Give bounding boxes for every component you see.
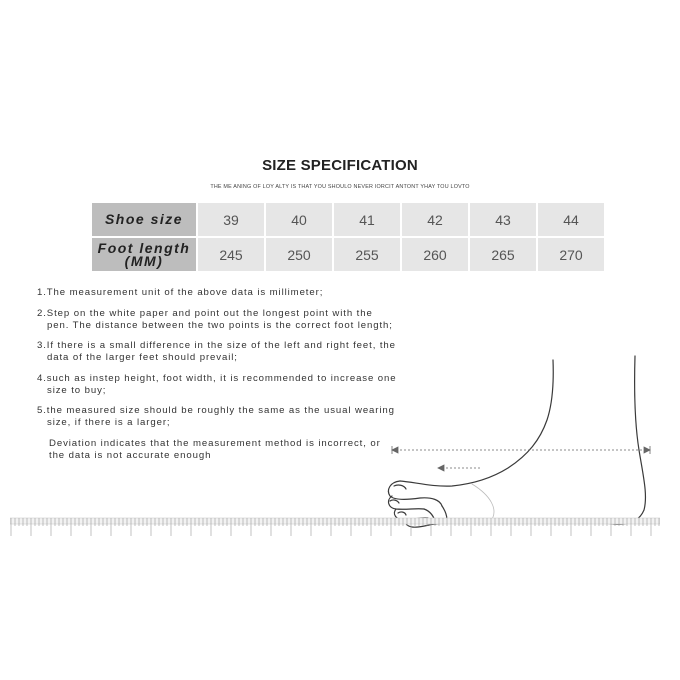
note-2: 2.Step on the white paper and point out the longest point with the pen. The distance between the two points is the correct foot length;	[37, 307, 393, 331]
shoe-size-cell: 42	[402, 203, 468, 236]
foot-length-cell: 250	[266, 238, 332, 271]
foot-outline-icon	[380, 350, 670, 535]
size-table	[90, 201, 606, 273]
ruler-icon	[10, 516, 660, 538]
note-4: 4.such as instep height, foot width, it is recommended to increase one size to buy;	[37, 372, 397, 396]
foot-length-cell: 245	[198, 238, 264, 271]
note-5: 5.the measured size should be roughly the same as the usual wearing size, if there is a larger;	[37, 405, 395, 428]
shoe-size-cell: 39	[198, 203, 264, 236]
note-3: 3.If there is a small difference in the size of the left and right feet, the data of the larger feet should prevail;	[37, 340, 396, 363]
measurement-notes	[37, 287, 397, 470]
shoe-size-cell: 43	[470, 203, 536, 236]
shoe-size-cell: 44	[538, 203, 604, 236]
shoe-size-cell: 40	[266, 203, 332, 236]
foot-length-header	[92, 238, 196, 271]
foot-length-cell: 270	[538, 238, 604, 271]
page-subtitle: THE ME ANING OF LOY ALTY IS THAT YOU SHOULO NEVER IORCIT ANTONT YHAY TOU LOVTO	[210, 184, 470, 190]
shoe-size-row	[92, 203, 604, 236]
foot-length-cell: 255	[334, 238, 400, 271]
foot-length-cell: 265	[470, 238, 536, 271]
note-1: 1.The measurement unit of the above data is millimeter;	[37, 287, 324, 298]
foot-length-row	[92, 238, 604, 271]
shoe-size-cell: 41	[334, 203, 400, 236]
foot-length-unit: (MM)	[124, 252, 164, 269]
shoe-size-header: Shoe size	[92, 203, 196, 236]
foot-length-label: Foot length	[97, 239, 191, 256]
foot-length-cell: 260	[402, 238, 468, 271]
page-title: SIZE SPECIFICATION	[262, 157, 418, 174]
deviation-note: Deviation indicates that the measurement method is incorrect, or the data is not accurate enough	[49, 437, 381, 461]
